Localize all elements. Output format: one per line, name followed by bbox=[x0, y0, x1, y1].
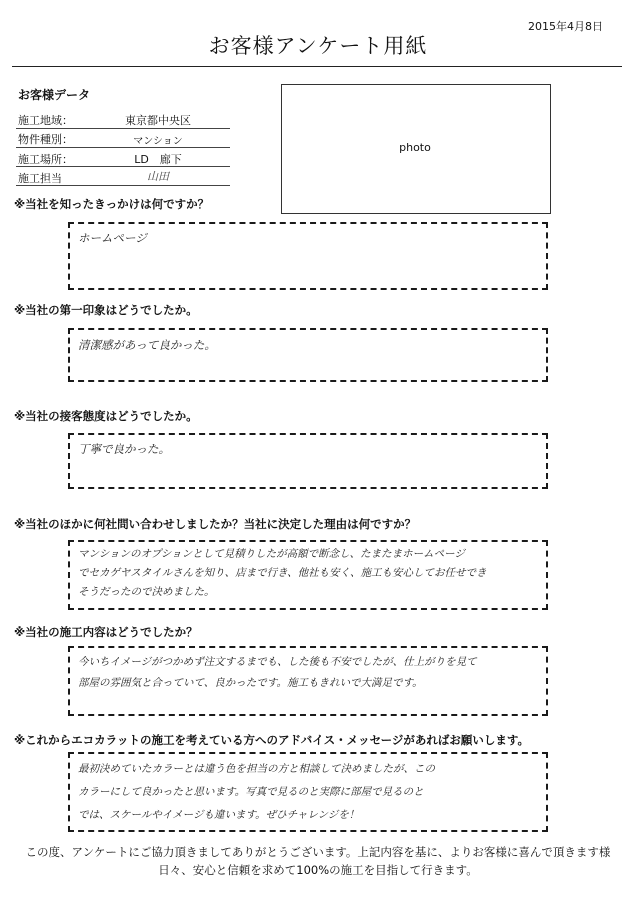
question-4: ※当社のほかに何社問い合わせしましたか？当社に決定した理由は何ですか？ bbox=[14, 517, 417, 531]
info-divider bbox=[16, 147, 230, 148]
title-underline bbox=[12, 66, 622, 67]
location-label: 施工場所： bbox=[18, 153, 73, 166]
info-divider bbox=[16, 166, 230, 167]
question-2: ※当社の第一印象はどうでしたか。 bbox=[14, 303, 198, 317]
location-value: LD 廊下 bbox=[134, 153, 182, 166]
area-label: 施工地域： bbox=[18, 114, 73, 127]
question-1: ※当社を知ったきっかけは何ですか？ bbox=[14, 197, 210, 211]
answer-1: ホームページ bbox=[78, 231, 147, 245]
footer-line-1: この度、アンケートにご協力頂きましてありがとうございます。上記内容を基に、よりお客様に喜んで頂きます様 bbox=[25, 845, 611, 859]
staff-label: 施工担当 bbox=[18, 172, 62, 185]
answer-3: 丁寧で良かった。 bbox=[78, 442, 170, 456]
question-5: ※当社の施工内容はどうでしたか？ bbox=[14, 625, 198, 639]
info-divider bbox=[16, 185, 230, 186]
answer-4: マンションのオプションとして見積りしたが高額で断念し、たまたまホームページ でセカゲヤスタイルさんを知り、店まで行き、他社も安く、施工も安心してお任せでき そうだったので決めました。 bbox=[78, 548, 487, 598]
property-type-label: 物件種別： bbox=[18, 133, 73, 146]
photo-label: photo bbox=[399, 141, 431, 154]
page-title: お客様アンケート用紙 bbox=[208, 34, 428, 58]
answer-5: 今いちイメージがつかめず注文するまでも、した後も不安でしたが、仕上がりを見て 部屋の雰囲気と合っていて、良かったです。施工もきれいで大満足です。 bbox=[78, 656, 477, 689]
survey-date: 2015年4月8日 bbox=[528, 20, 603, 33]
customer-data-heading: お客様データ bbox=[18, 88, 91, 102]
question-3: ※当社の接客態度はどうでしたか。 bbox=[14, 409, 198, 423]
question-6: ※これからエコカラットの施工を考えている方へのアドバイス・メッセージがあればお願いします。 bbox=[14, 733, 529, 747]
answer-2: 清潔感があって良かった。 bbox=[78, 338, 216, 352]
footer-line-2: 日々、安心と信頼を求めて100%の施工を目指して行きます。 bbox=[158, 863, 478, 877]
area-value: 東京都中央区 bbox=[125, 114, 191, 127]
info-divider bbox=[16, 128, 230, 129]
staff-value: 山田 bbox=[147, 170, 169, 183]
property-type-value: マンション bbox=[133, 136, 183, 147]
answer-6: 最初決めていたカラーとは違う色を担当の方と相談して決めましたが、この カラーにして良かったと思います。写真で見るのと実際に部屋で見るのと では、スケールやイメージも違います。ぜひチャレンジを！ bbox=[78, 763, 435, 821]
